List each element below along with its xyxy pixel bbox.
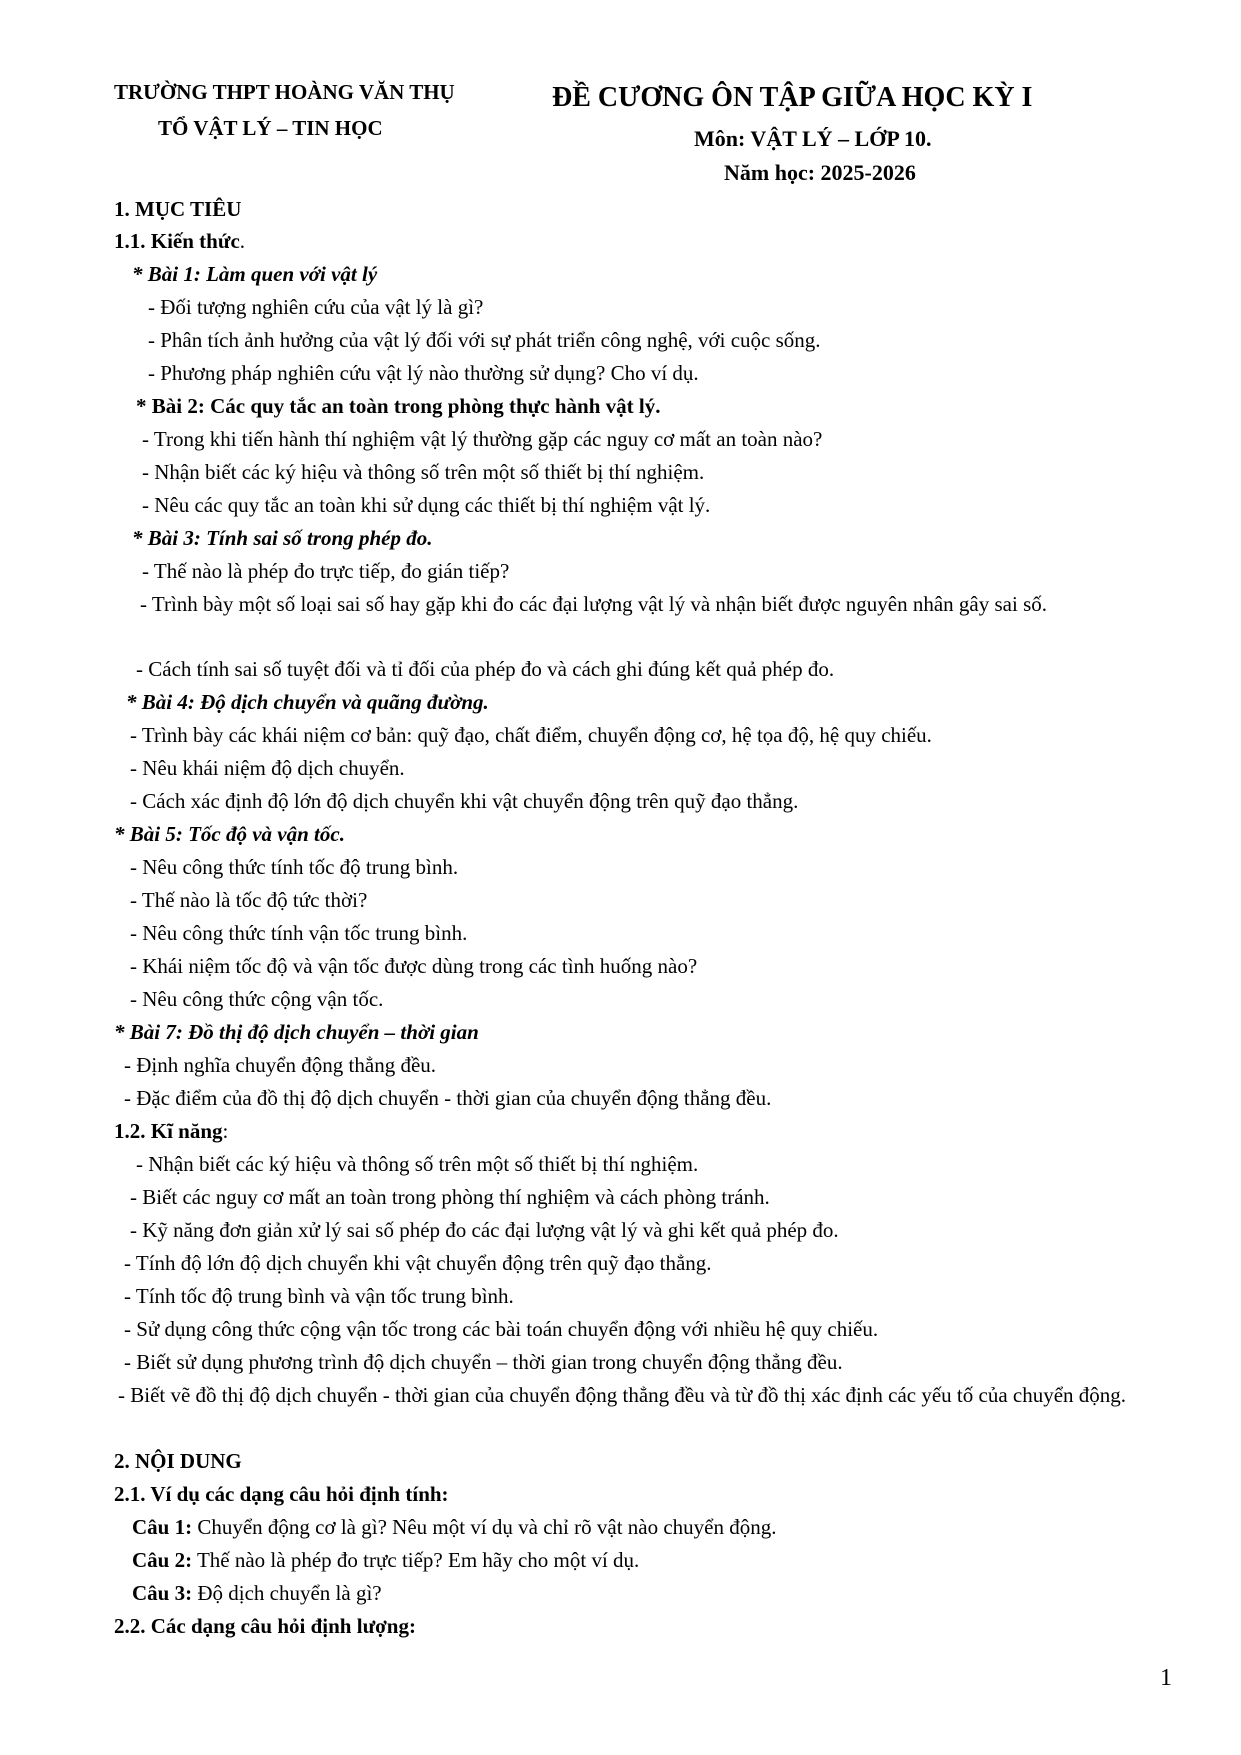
list-item: - Định nghĩa chuyển động thẳng đều.: [124, 1053, 437, 1077]
list-item: - Trong khi tiến hành thí nghiệm vật lý thường gặp các nguy cơ mất an toàn nào?: [142, 427, 823, 451]
list-item: - Tính tốc độ trung bình và vận tốc trung bình.: [124, 1284, 514, 1308]
list-item: - Nêu công thức tính tốc độ trung bình.: [130, 855, 459, 879]
lesson-4-title: * Bài 4: Độ dịch chuyển và quãng đường.: [126, 690, 489, 714]
lesson-7-title: * Bài 7: Đồ thị độ dịch chuyển – thời gian: [114, 1020, 479, 1044]
question-text: Độ dịch chuyển là gì?: [192, 1581, 382, 1605]
knowledge-heading: 1.1. Kiến thức: [114, 229, 240, 253]
list-item: - Nêu khái niệm độ dịch chuyển.: [130, 756, 405, 780]
question-label: Câu 1:: [132, 1515, 193, 1539]
list-item: - Cách tính sai số tuyệt đối và tỉ đối của phép đo và cách ghi đúng kết quả phép đo.: [136, 657, 835, 681]
page-number: 1: [1160, 1665, 1172, 1691]
list-item: - Nêu công thức cộng vận tốc.: [130, 987, 384, 1011]
question-item: [132, 1545, 639, 1575]
lesson-5-title: * Bài 5: Tốc độ và vận tốc.: [114, 822, 345, 846]
list-item: - Nhận biết các ký hiệu và thông số trên một số thiết bị thí nghiệm.: [142, 460, 705, 484]
list-item: - Thế nào là tốc độ tức thời?: [130, 888, 368, 912]
question-item: [132, 1578, 382, 1608]
skills-heading-line: [114, 1116, 228, 1146]
quantitative-heading: 2.2. Các dạng câu hỏi định lượng:: [114, 1614, 416, 1638]
question-label: Câu 2:: [132, 1548, 193, 1572]
lesson-3-title: * Bài 3: Tính sai số trong phép đo.: [132, 526, 433, 550]
list-item: - Phân tích ảnh hưởng của vật lý đối với sự phát triển công nghệ, với cuộc sống.: [148, 328, 821, 352]
list-item: - Nêu các quy tắc an toàn khi sử dụng các thiết bị thí nghiệm vật lý.: [142, 493, 711, 517]
list-item: - Nêu công thức tính vận tốc trung bình.: [130, 921, 468, 945]
list-item: - Biết các nguy cơ mất an toàn trong phòng thí nghiệm và cách phòng tránh.: [130, 1185, 770, 1209]
list-item: - Biết vẽ đồ thị độ dịch chuyển - thời gian của chuyển động thẳng đều và từ đồ thị xác định các yếu tố của chuyển động.: [118, 1383, 1127, 1407]
list-item: - Cách xác định độ lớn độ dịch chuyển khi vật chuyển động trên quỹ đạo thẳng.: [130, 789, 799, 813]
school-name: TRƯỜNG THPT HOÀNG VĂN THỤ: [114, 80, 455, 104]
section-1-heading: 1. MỤC TIÊU: [114, 197, 242, 221]
list-item: - Trình bày các khái niệm cơ bản: quỹ đạo, chất điểm, chuyển động cơ, hệ tọa độ, hệ quy chiếu.: [130, 723, 932, 747]
list-item: - Thế nào là phép đo trực tiếp, đo gián tiếp?: [142, 559, 510, 583]
list-item: - Khái niệm tốc độ và vận tốc được dùng trong các tình huống nào?: [130, 954, 698, 978]
list-item: - Tính độ lớn độ dịch chuyển khi vật chuyển động trên quỹ đạo thẳng.: [124, 1251, 712, 1275]
list-item: - Đối tượng nghiên cứu của vật lý là gì?: [148, 295, 484, 319]
list-item: - Sử dụng công thức cộng vận tốc trong các bài toán chuyển động với nhiều hệ quy chiếu.: [124, 1317, 879, 1341]
question-text: Thế nào là phép đo trực tiếp? Em hãy cho một ví dụ.: [192, 1548, 640, 1572]
list-item: - Trình bày một số loại sai số hay gặp khi đo các đại lượng vật lý và nhận biết được nguyên nhân gây sai số.: [140, 592, 1047, 616]
document-title: ĐỀ CƯƠNG ÔN TẬP GIỮA HỌC KỲ I: [552, 82, 1033, 113]
subject-line: Môn: VẬT LÝ – LỚP 10.: [694, 126, 932, 151]
question-item: [132, 1512, 776, 1542]
question-text: Chuyển động cơ là gì? Nêu một ví dụ và chỉ rõ vật nào chuyển động.: [192, 1515, 777, 1539]
department-name: TỔ VẬT LÝ – TIN HỌC: [158, 116, 383, 140]
section-2-heading: 2. NỘI DUNG: [114, 1449, 242, 1473]
lesson-1-title: * Bài 1: Làm quen với vật lý: [132, 262, 378, 286]
lesson-2-title: * Bài 2: Các quy tắc an toàn trong phòng thực hành vật lý.: [136, 394, 661, 418]
skills-heading-colon: :: [222, 1119, 229, 1143]
question-label: Câu 3:: [132, 1581, 193, 1605]
school-year: Năm học: 2025-2026: [724, 160, 916, 185]
list-item: - Nhận biết các ký hiệu và thông số trên một số thiết bị thí nghiệm.: [136, 1152, 699, 1176]
list-item: - Đặc điểm của đồ thị độ dịch chuyển - thời gian của chuyển động thẳng đều.: [124, 1086, 772, 1110]
list-item: - Kỹ năng đơn giản xử lý sai số phép đo các đại lượng vật lý và ghi kết quả phép đo.: [130, 1218, 839, 1242]
list-item: - Phương pháp nghiên cứu vật lý nào thường sử dụng? Cho ví dụ.: [148, 361, 699, 385]
skills-heading: 1.2. Kĩ năng: [114, 1119, 223, 1143]
knowledge-heading-dot: .: [239, 229, 246, 253]
knowledge-heading-line: [114, 226, 245, 256]
qualitative-heading: 2.1. Ví dụ các dạng câu hỏi định tính:: [114, 1482, 449, 1506]
list-item: - Biết sử dụng phương trình độ dịch chuyển – thời gian trong chuyển động thẳng đều.: [124, 1350, 843, 1374]
